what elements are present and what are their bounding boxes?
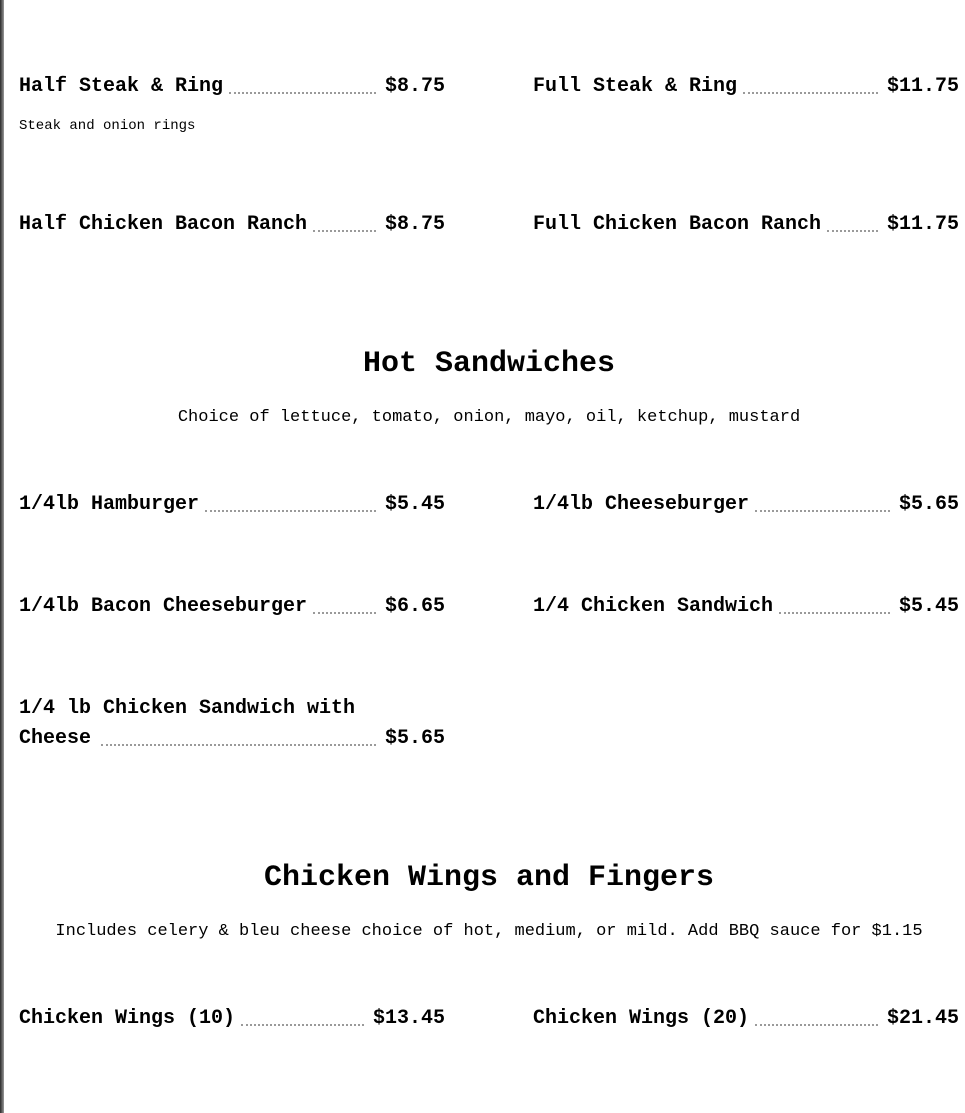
item-name: Chicken Wings (20) <box>533 1007 750 1030</box>
dot-leader <box>205 508 376 512</box>
dot-leader <box>101 744 376 746</box>
item-price: $5.65 <box>898 493 959 516</box>
menu-item <box>19 72 445 102</box>
item-name: 1/4lb Hamburger <box>19 493 200 516</box>
item-name-line1: 1/4 lb Chicken Sandwich with <box>19 697 356 720</box>
item-price: $8.75 <box>384 75 445 98</box>
menu-item <box>533 490 959 520</box>
dot-leader <box>313 228 376 232</box>
item-price: $13.45 <box>372 1007 445 1030</box>
item-name: Full Steak & Ring <box>533 75 738 98</box>
dot-leader <box>755 508 890 512</box>
item-name: Full Chicken Bacon Ranch <box>533 213 822 236</box>
item-price: $21.45 <box>886 1007 959 1030</box>
dot-leader <box>229 90 376 94</box>
item-name-line2: Cheese <box>19 727 92 750</box>
menu-item <box>19 592 445 622</box>
menu-item <box>19 694 445 754</box>
section-subtitle: Includes celery & bleu cheese choice of hot, medium, or mild. Add BBQ sauce for $1.15 <box>55 922 923 941</box>
menu-item <box>533 210 959 240</box>
item-price: $6.65 <box>384 595 445 618</box>
item-price: $5.45 <box>384 493 445 516</box>
section-title: Chicken Wings and Fingers <box>263 861 715 895</box>
dot-leader <box>779 610 890 614</box>
item-name: Chicken Wings (10) <box>19 1007 236 1030</box>
menu-item <box>533 1004 959 1034</box>
item-name: 1/4 Chicken Sandwich <box>533 595 774 618</box>
dot-leader <box>827 228 878 232</box>
item-name: 1/4lb Cheeseburger <box>533 493 750 516</box>
section-title: Hot Sandwiches <box>362 347 616 381</box>
dot-leader <box>241 1022 364 1026</box>
menu-item <box>533 592 959 622</box>
item-name: Half Steak & Ring <box>19 75 224 98</box>
left-border-strip <box>0 0 4 1113</box>
item-price: $5.65 <box>384 727 445 750</box>
section-subtitle: Choice of lettuce, tomato, onion, mayo, oil, ketchup, mustard <box>177 408 801 427</box>
item-name: Half Chicken Bacon Ranch <box>19 213 308 236</box>
menu-item <box>533 72 959 102</box>
dot-leader <box>313 610 376 614</box>
item-name: 1/4lb Bacon Cheeseburger <box>19 595 308 618</box>
dot-leader <box>743 90 878 94</box>
item-price: $8.75 <box>384 213 445 236</box>
item-description: Steak and onion rings <box>19 118 196 134</box>
item-price: $11.75 <box>886 75 959 98</box>
item-price: $11.75 <box>886 213 959 236</box>
menu-item <box>19 490 445 520</box>
dot-leader <box>755 1022 878 1026</box>
menu-item <box>19 1004 445 1034</box>
menu-item <box>19 210 445 240</box>
item-price: $5.45 <box>898 595 959 618</box>
